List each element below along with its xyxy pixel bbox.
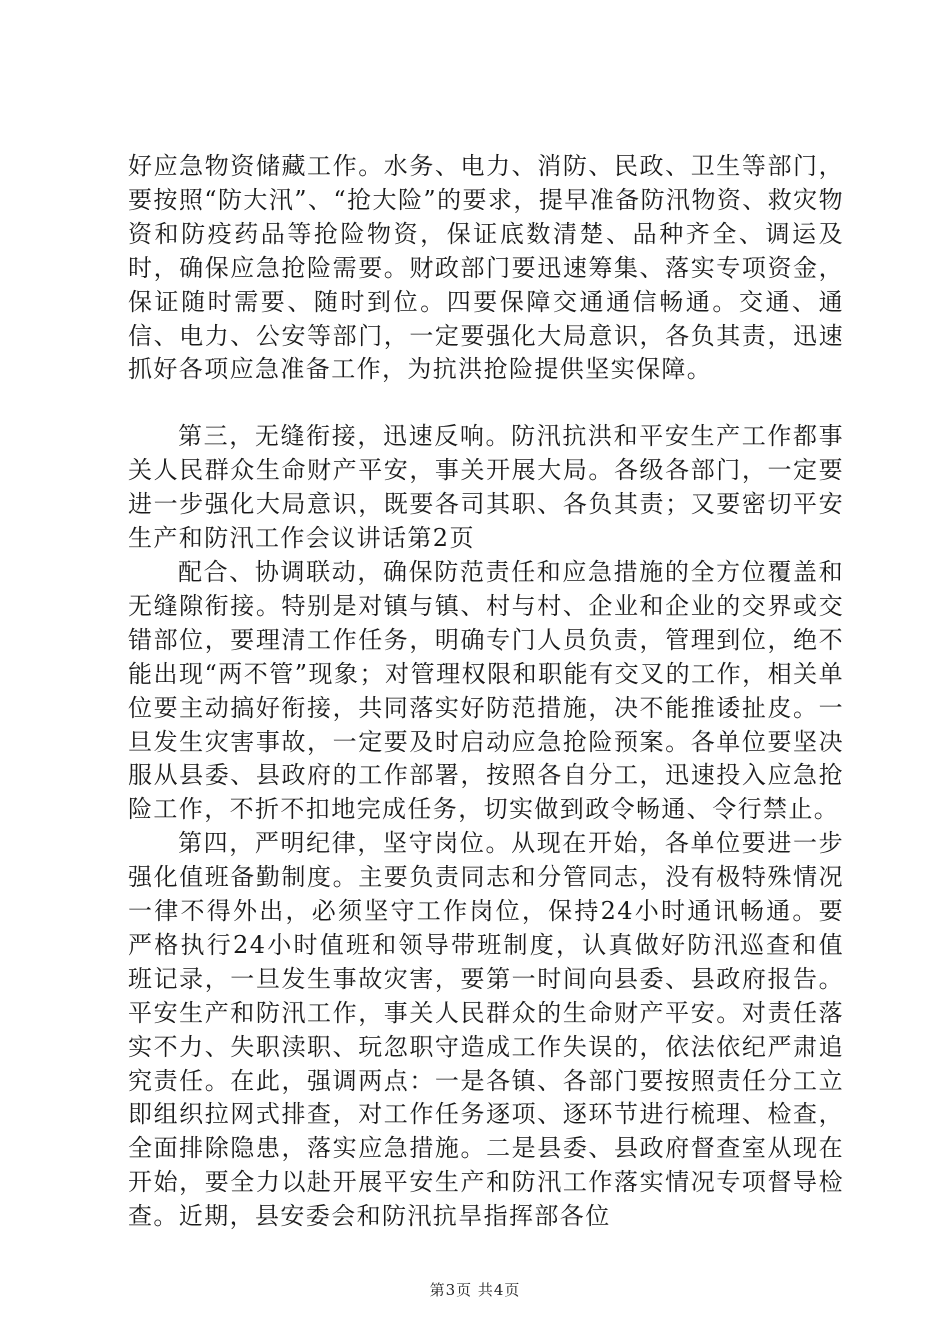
paragraph-3: 配合、协调联动，确保防范责任和应急措施的全方位覆盖和无缝隙衔接。特别是对镇与镇、村与村、企业和企业的交界或交错部位，要理清工作任务，明确专门人员负责，管理到位，绝不能出现“两不管”现象；对管理权限和职能有交叉的工作，相关单位要主动搞好衔接，共同落实好防范措施，决不能推诿扯皮。一旦发生灾害事故，一定要及时启动应急抢险预案。各单位要坚决服从县委、县政府的工作部署，按照各自分工，迅速投入应急抢险工作，不折不扣地完成任务，切实做到政令畅通、令行禁止。 — [128, 557, 844, 824]
paragraph-4: 第四，严明纪律，坚守岗位。从现在开始，各单位要进一步强化值班备勤制度。主要负责同志和分管同志，没有极特殊情况一律不得外出，必须坚守工作岗位，保持24小时通讯畅通。要严格执行24小时值班和领导带班制度，认真做好防汛巡查和值班记录，一旦发生事故灾害，要第一时间向县委、县政府报告。平安生产和防汛工作，事关人民群众的生命财产平安。对责任落实不力、失职渎职、玩忽职守造成工作失误的，依法依纪严肃追究责任。在此，强调两点：一是各镇、各部门要按照责任分工立即组织拉网式排查，对工作任务逐项、逐环节进行梳理、检查，全面排除隐患，落实应急措施。二是县委、县政府督查室从现在开始，要全力以赴开展平安生产和防汛工作落实情况专项督导检查。近期，县安委会和防汛抗旱指挥部各位 — [128, 829, 844, 1231]
document-body — [128, 150, 844, 1234]
page-footer: 第3页 共4页 — [429, 1281, 521, 1299]
paragraph-2: 第三，无缝衔接，迅速反响。防汛抗洪和平安生产工作都事关人民群众生命财产平安，事关开展大局。各级各部门，一定要进一步强化大局意识，既要各司其职、各负其责；又要密切平安生产和防汛工作会议讲话第2页 — [128, 422, 844, 553]
paragraph-1: 好应急物资储藏工作。水务、电力、消防、民政、卫生等部门，要按照“防大汛”、“抢大险”的要求，提早准备防汛物资、救灾物资和防疫药品等抢险物资，保证底数清楚、品种齐全、调运及时，确保应急抢险需要。财政部门要迅速筹集、落实专项资金，保证随时需要、随时到位。四要保障交通通信畅通。交通、通信、电力、公安等部门，一定要强化大局意识，各负其责，迅速抓好各项应急准备工作，为抗洪抢险提供坚实保障。 — [128, 152, 844, 384]
